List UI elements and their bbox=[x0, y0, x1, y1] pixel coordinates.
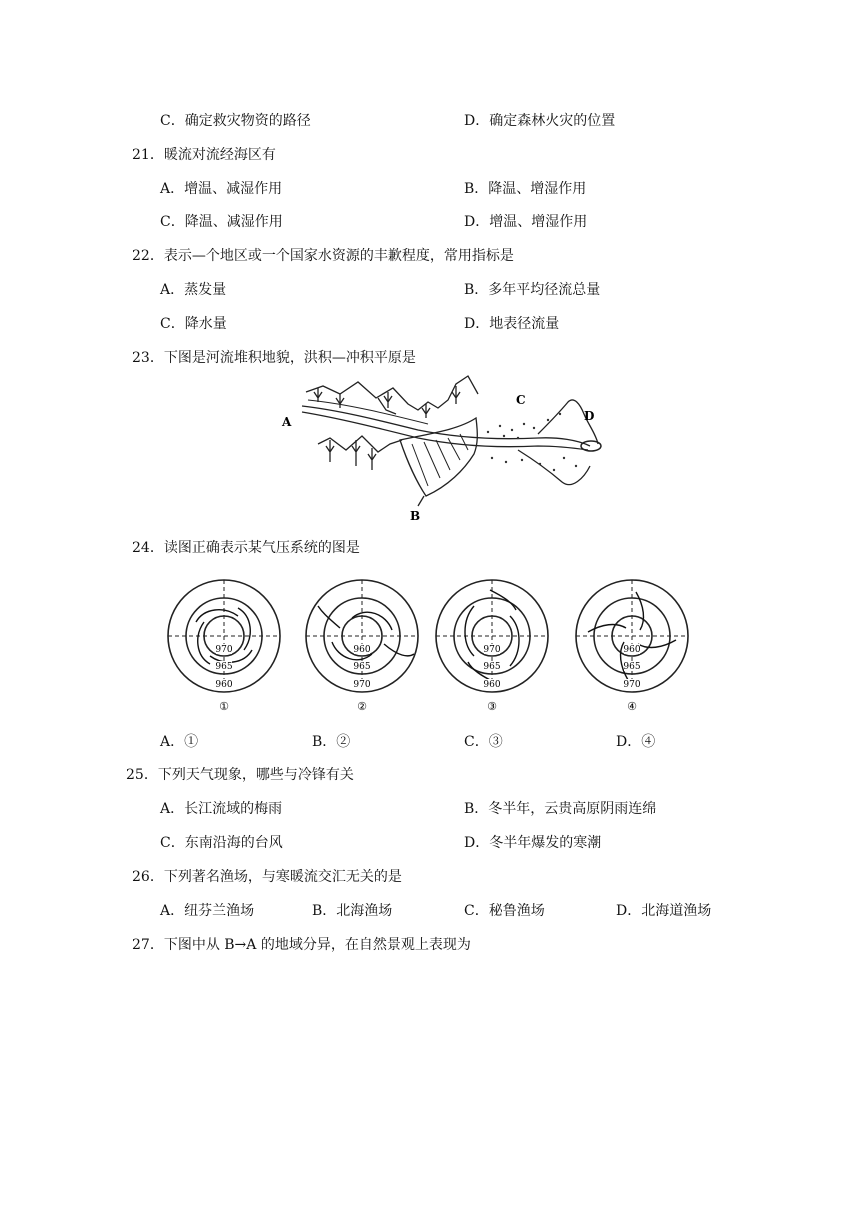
q21-option-a: A．增温、减湿作用 bbox=[160, 181, 283, 197]
q25-option-c: C．东南沿海的台风 bbox=[160, 835, 283, 851]
d4-mark: ④ bbox=[627, 700, 637, 713]
q21-option-c: C．降温、减湿作用 bbox=[160, 214, 283, 230]
d1-isobar-mid: 965 bbox=[215, 662, 233, 672]
d2-isobar-outer: 970 bbox=[353, 680, 371, 690]
d1-isobar-outer: 960 bbox=[215, 680, 233, 690]
d4-isobar-inner: 960 bbox=[623, 645, 641, 655]
q20-option-d: D．确定森林火灾的位置 bbox=[464, 113, 616, 129]
q25-option-a: A．长江流域的梅雨 bbox=[160, 801, 283, 817]
q22-stem: 22．表示—个地区或一个国家水资源的丰歉程度，常用指标是 bbox=[132, 248, 514, 264]
q24-option-c: C．③ bbox=[464, 734, 503, 750]
d4-isobar-mid: 965 bbox=[623, 662, 641, 672]
q24-option-d: D．④ bbox=[616, 734, 656, 750]
q27-stem: 27．下图中从 B→A 的地域分异，在自然景观上表现为 bbox=[132, 937, 471, 953]
d3-isobar-outer: 960 bbox=[483, 680, 501, 690]
q23-stem: 23．下图是河流堆积地貌，洪积—冲积平原是 bbox=[132, 350, 416, 366]
d2-isobar-mid: 965 bbox=[353, 662, 371, 672]
q24-option-b: B．② bbox=[312, 734, 351, 750]
q21-option-b: B．降温、增湿作用 bbox=[464, 181, 587, 197]
q24-stem: 24．读图正确表示某气压系统的图是 bbox=[132, 540, 360, 556]
river-landform-figure bbox=[278, 374, 614, 524]
d4-isobar-outer: 970 bbox=[623, 680, 641, 690]
q26-option-c: C．秘鲁渔场 bbox=[464, 903, 545, 919]
d2-isobar-inner: 960 bbox=[353, 645, 371, 655]
d1-isobar-inner: 970 bbox=[215, 645, 233, 655]
q26-option-b: B．北海渔场 bbox=[312, 903, 393, 919]
q25-stem: 25．下列天气现象，哪些与冷锋有关 bbox=[126, 767, 354, 783]
d2-mark: ② bbox=[357, 700, 367, 713]
q22-option-a: A．蒸发量 bbox=[160, 282, 227, 298]
q20-option-c: C．确定救灾物资的路径 bbox=[160, 113, 311, 129]
d1-mark: ① bbox=[219, 700, 229, 713]
q21-option-d: D．增温、增湿作用 bbox=[464, 214, 588, 230]
q26-option-d: D．北海道渔场 bbox=[616, 903, 712, 919]
label-a: A bbox=[282, 415, 292, 429]
q21-stem: 21．暖流对流经海区有 bbox=[132, 147, 276, 163]
label-b: B bbox=[410, 509, 421, 523]
d3-isobar-mid: 965 bbox=[483, 662, 501, 672]
d3-mark: ③ bbox=[487, 700, 497, 713]
q24-option-a: A．① bbox=[160, 734, 199, 750]
q25-option-d: D．冬半年爆发的寒潮 bbox=[464, 835, 602, 851]
q22-option-d: D．地表径流量 bbox=[464, 316, 560, 332]
d3-isobar-inner: 970 bbox=[483, 645, 501, 655]
q26-stem: 26．下列著名渔场，与寒暖流交汇无关的是 bbox=[132, 869, 402, 885]
pressure-system-diagrams bbox=[166, 572, 706, 722]
q25-option-b: B．冬半年，云贵高原阴雨连绵 bbox=[464, 801, 657, 817]
q22-option-c: C．降水量 bbox=[160, 316, 227, 332]
q22-option-b: B．多年平均径流总量 bbox=[464, 282, 601, 298]
q26-option-a: A．纽芬兰渔场 bbox=[160, 903, 255, 919]
label-c: C bbox=[516, 393, 526, 407]
label-d: D bbox=[584, 409, 595, 423]
